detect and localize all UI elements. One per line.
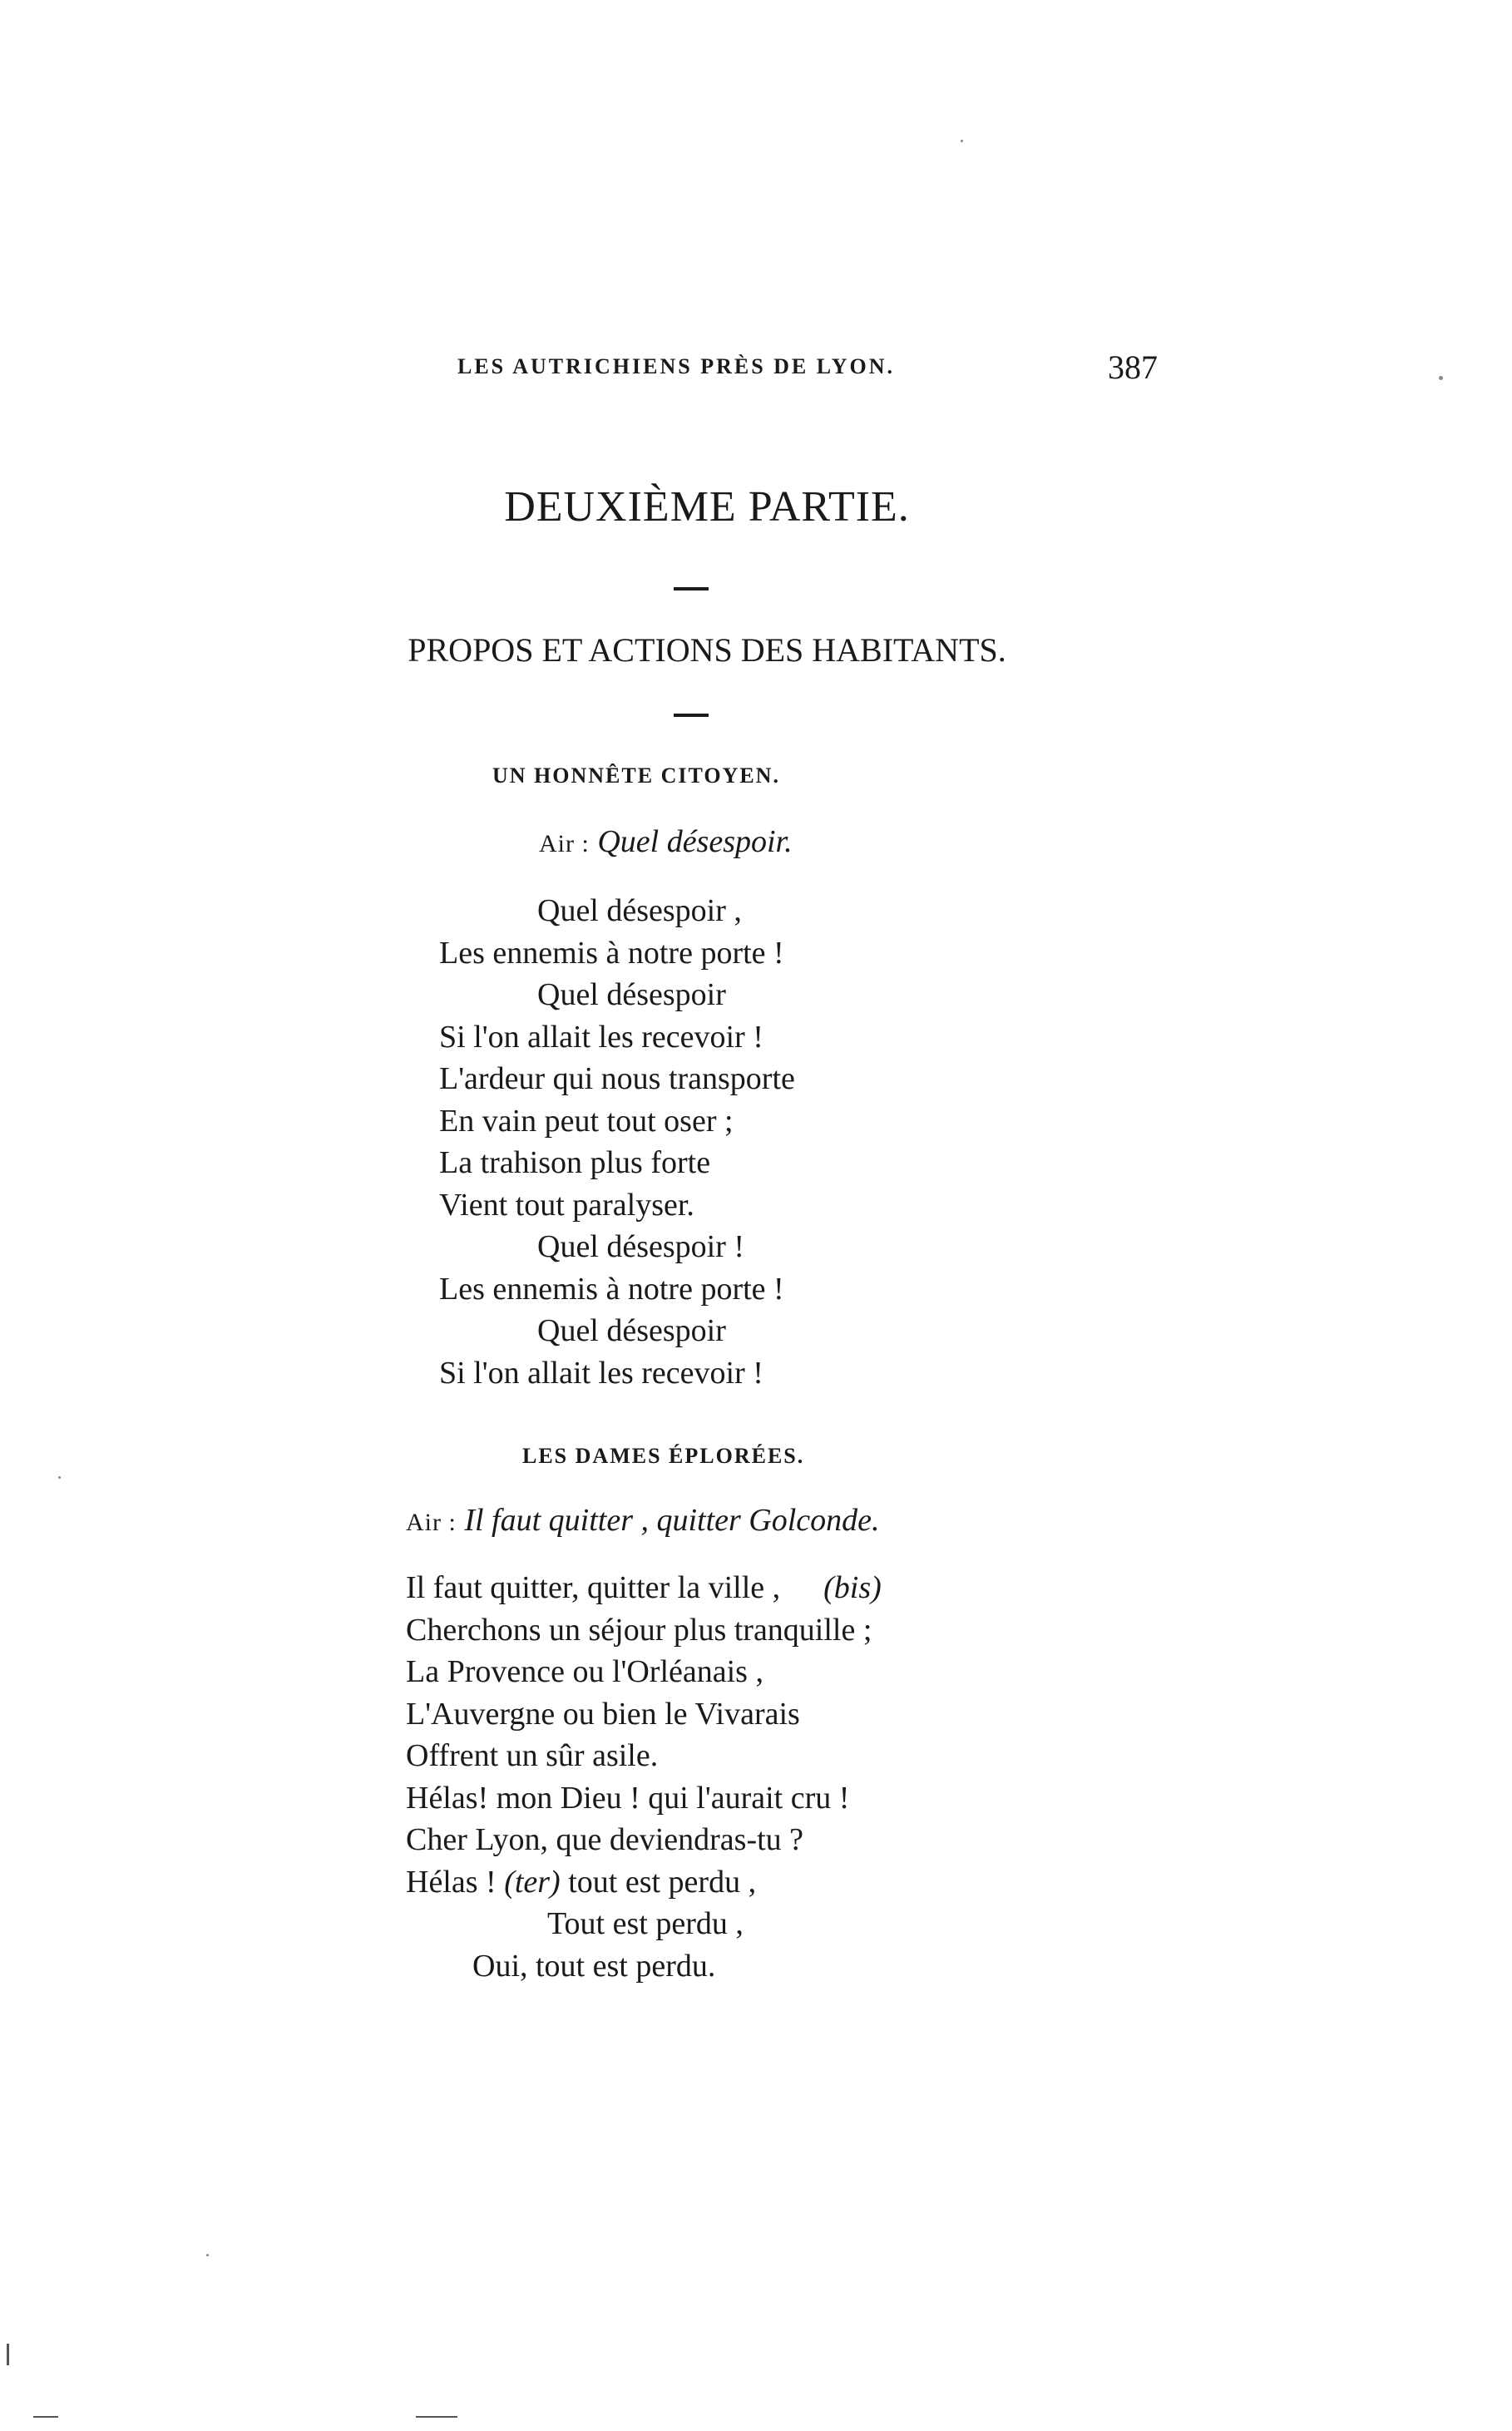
verse-2 — [406, 1567, 882, 1987]
verse-line: Quel désespoir ! — [537, 1229, 745, 1264]
verse-line: Hélas! mon Dieu ! qui l'aurait cru ! — [406, 1780, 850, 1816]
verse-line: L'Auvergne ou bien le Vivarais — [406, 1696, 800, 1732]
verse-text: Hélas ! — [406, 1864, 497, 1900]
verse-line: Quel désespoir — [537, 1313, 726, 1348]
verse-line-ter — [406, 1861, 882, 1904]
air-line-2 — [406, 1502, 880, 1539]
verse-line-bis — [406, 1567, 882, 1609]
scan-edge-mark — [416, 2416, 457, 2418]
song-title-1: UN HONNÊTE CITOYEN. — [492, 763, 780, 788]
repeat-note: (bis) — [823, 1570, 882, 1605]
page-number: 387 — [1108, 348, 1158, 386]
verse-line: La trahison plus forte — [439, 1145, 711, 1180]
verse-line: Offrent un sûr asile. — [406, 1738, 659, 1773]
verse-line: Vient tout paralyser. — [439, 1187, 694, 1223]
scan-edge-mark — [33, 2416, 58, 2418]
paper-speck — [206, 2254, 209, 2256]
air-label: Air : — [406, 1509, 457, 1536]
paper-speck — [58, 1476, 61, 1479]
repeat-note: (ter) — [504, 1864, 561, 1900]
verse-line: En vain peut tout oser ; — [439, 1103, 734, 1139]
verse-line: Cherchons un séjour plus tranquille ; — [406, 1612, 872, 1648]
running-head: LES AUTRICHIENS PRÈS DE LYON. — [457, 354, 896, 378]
verse-1 — [439, 890, 795, 1394]
verse-line: Les ennemis à notre porte ! — [439, 1271, 784, 1307]
verse-line: La Provence ou l'Orléanais , — [406, 1654, 763, 1689]
verse-line: Oui, tout est perdu. — [472, 1948, 716, 1984]
verse-line: Les ennemis à notre porte ! — [439, 935, 784, 971]
title-rule-1 — [674, 587, 709, 590]
air-label: Air : — [539, 830, 590, 857]
title-rule-2 — [674, 714, 709, 717]
verse-line: Quel désespoir — [537, 977, 726, 1012]
verse-text: Il faut quitter, quitter la ville , — [406, 1570, 781, 1605]
part-title: DEUXIÈME PARTIE. — [504, 483, 910, 531]
scan-edge-mark — [7, 2344, 9, 2365]
air-name: Il faut quitter , quitter Golconde. — [464, 1503, 880, 1538]
verse-line: Si l'on allait les recevoir ! — [439, 1355, 763, 1391]
paper-speck — [1439, 376, 1443, 380]
verse-text: tout est perdu , — [568, 1864, 757, 1900]
verse-line: Si l'on allait les recevoir ! — [439, 1019, 763, 1055]
song-title-2: LES DAMES ÉPLORÉES. — [522, 1444, 805, 1468]
section-title: PROPOS ET ACTIONS DES HABITANTS. — [408, 631, 1006, 669]
paper-speck — [961, 140, 963, 142]
verse-line: Quel désespoir , — [537, 893, 742, 928]
verse-line: Cher Lyon, que deviendras-tu ? — [406, 1822, 804, 1857]
air-name: Quel désespoir. — [597, 824, 793, 859]
verse-line: L'ardeur qui nous transporte — [439, 1061, 795, 1096]
air-line-1 — [539, 823, 793, 860]
verse-line: Tout est perdu , — [547, 1906, 744, 1941]
